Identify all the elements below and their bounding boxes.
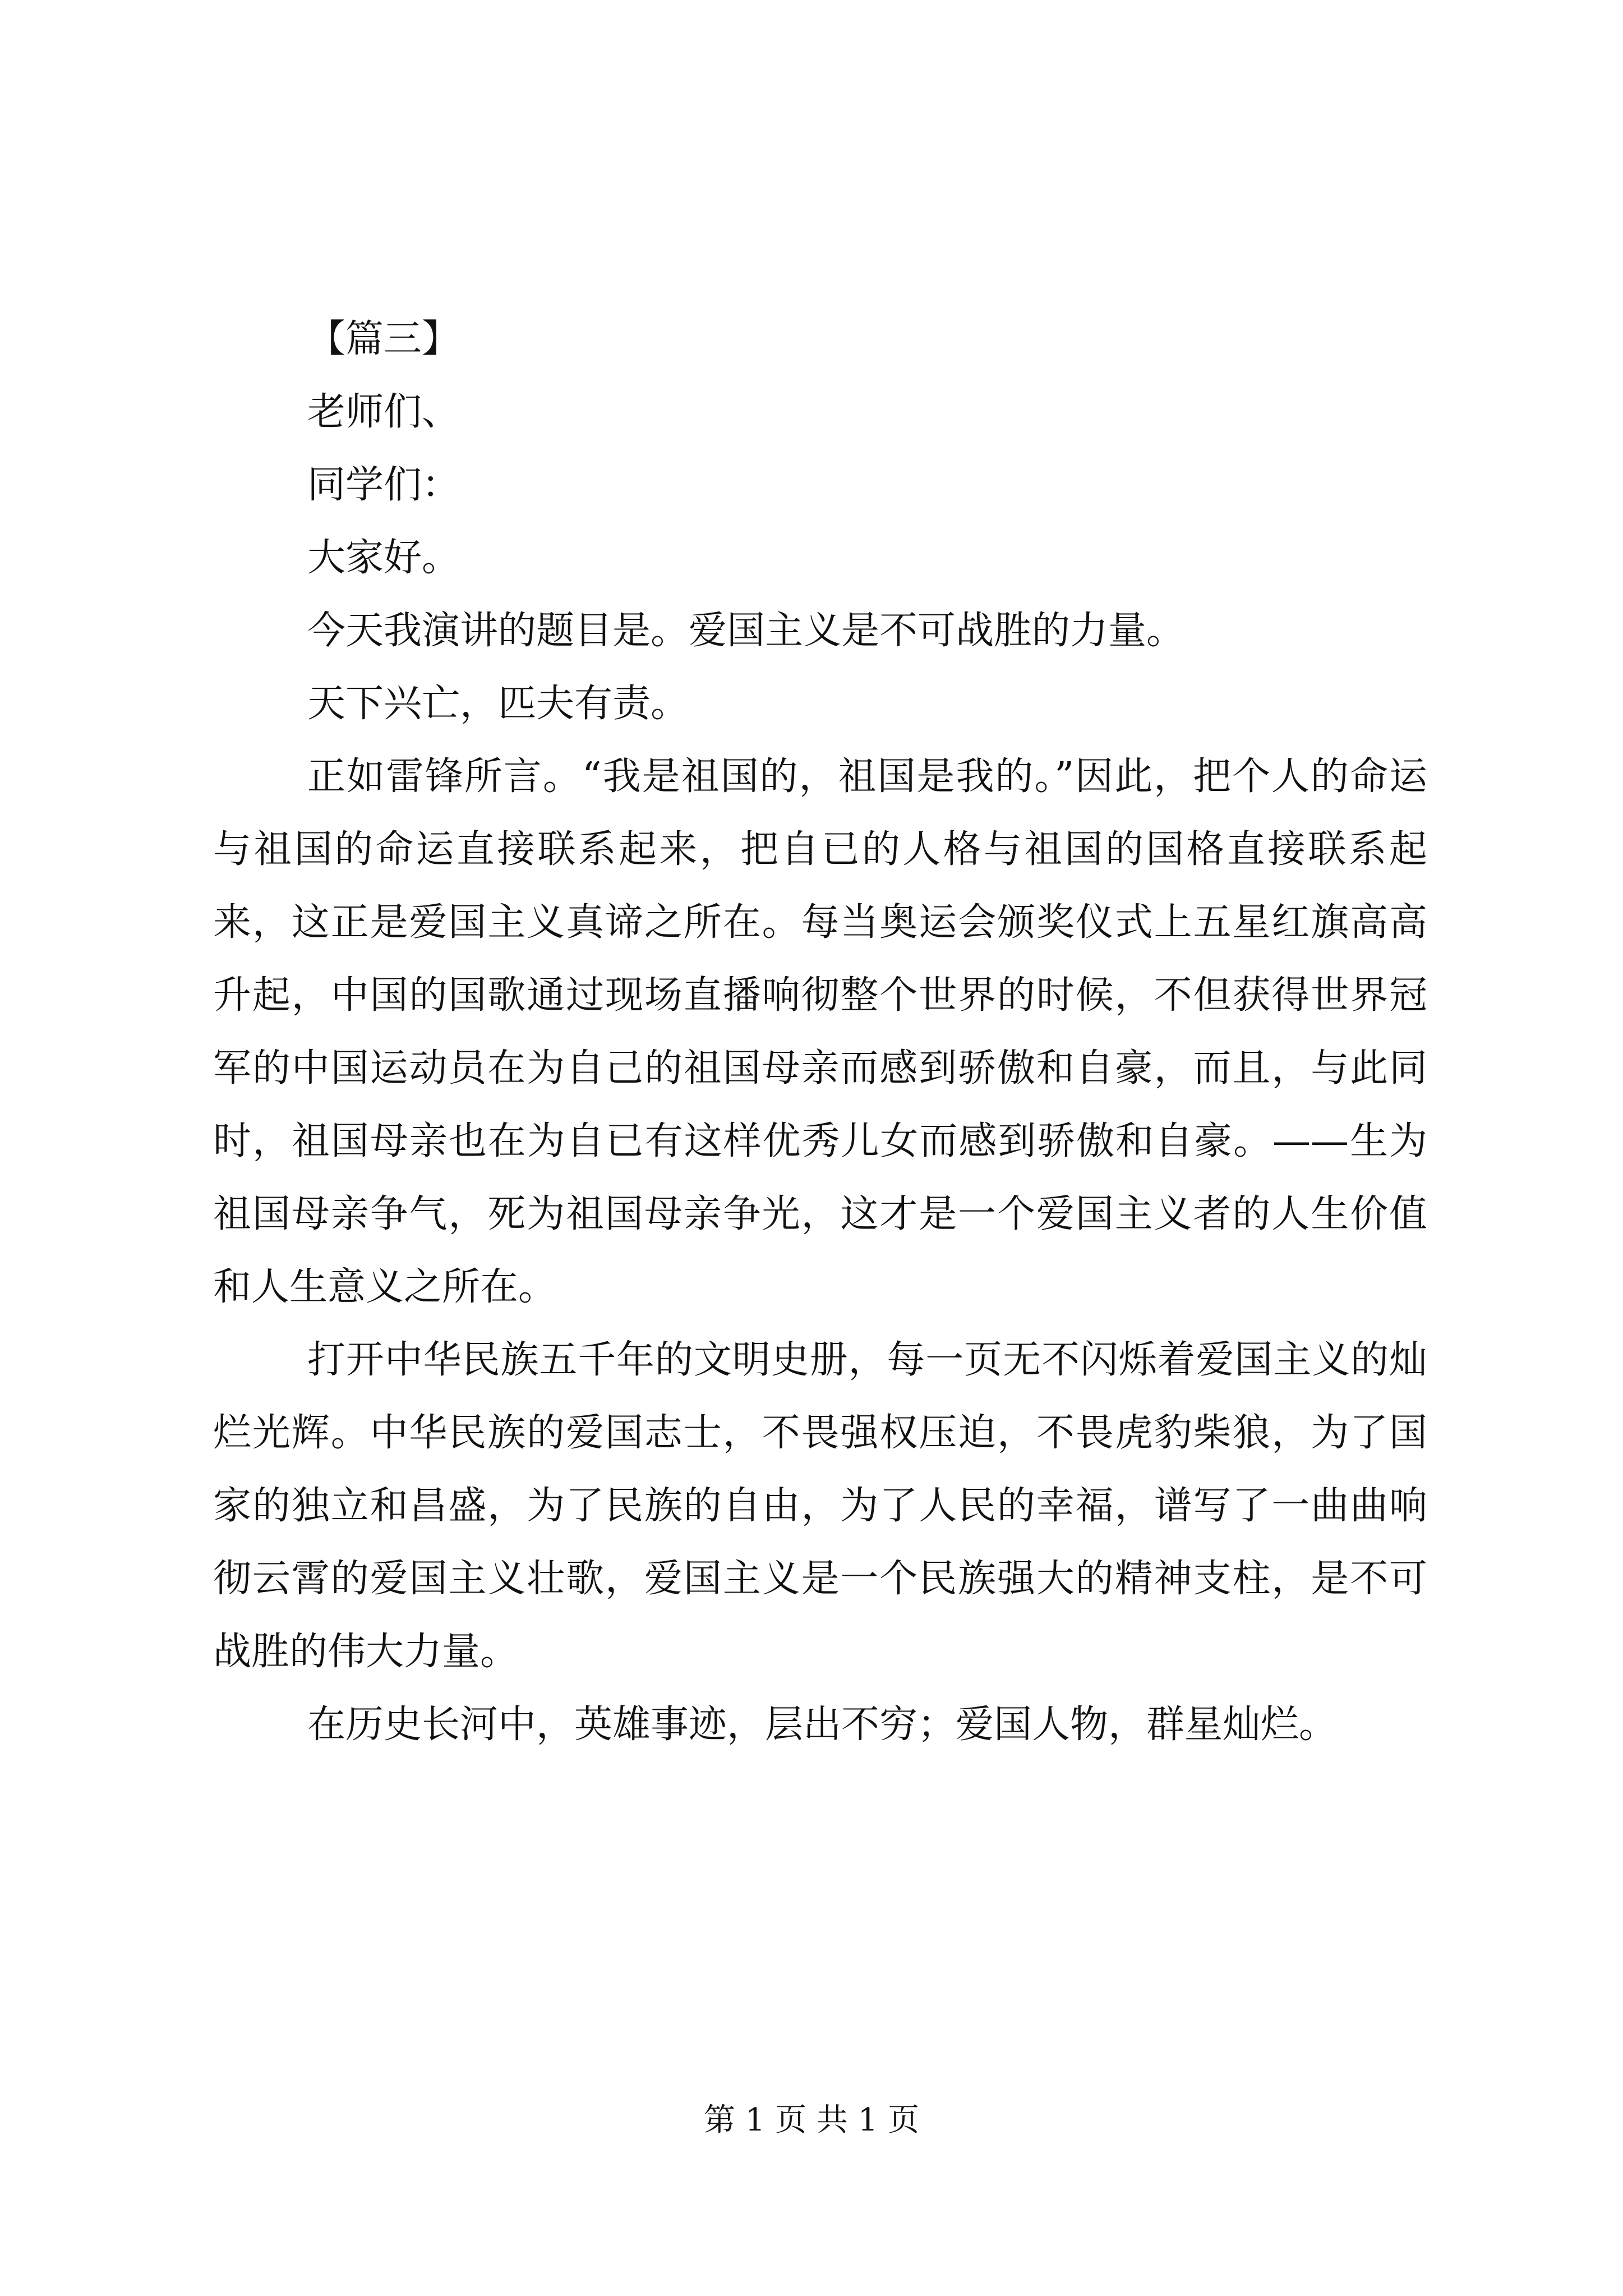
- proverb: 天下兴亡，匹夫有责。: [307, 682, 689, 726]
- paragraph-1: 正如雷锋所言。“我是祖国的，祖国是我的。”因此，把个人的命运与祖国的命运直接联系起来，把自已的人格与祖国的国格直接联系起来，这正是爱国主义真谛之所在。每当奥运会颁奖仪式上五星红旗高高升起，中国的国歌通过现场直播响彻整个世界的时候，不但获得世界冠军的中国运动员在为自己的祖国母亲而感到骄傲和自豪，而且，与此同时，祖国母亲也在为自已有这样优秀儿女而感到骄傲和自豪。——生为祖国母亲争气，死为祖国母亲争光，这才是一个爱国主义者的人生价值和人生意义之所在。: [213, 754, 1427, 1309]
- salutation-teachers: 老师们、: [307, 390, 460, 434]
- paragraph-2: 打开中华民族五千年的文明史册，每一页无不闪烁着爱国主义的灿烂光辉。中华民族的爱国志士，不畏强权压迫，不畏虎豹柴狼，为了国家的独立和昌盛，为了民族的自由，为了人民的幸福，谱写了一曲曲响彻云霄的爱国主义壮歌，爱国主义是一个民族强大的精神支柱，是不可战胜的伟大力量。: [213, 1338, 1427, 1674]
- page-footer: 第 1 页 共 1 页: [703, 2102, 920, 2138]
- section-heading: 【篇三】: [307, 317, 460, 361]
- document-body: [213, 303, 1427, 1761]
- topic-line: 今天我演讲的题目是。爱国主义是不可战胜的力量。: [307, 609, 1185, 653]
- salutation-students: 同学们：: [307, 463, 460, 507]
- paragraph-3: 在历史长河中，英雄事迹，层出不穷；爱国人物，群星灿烂。: [307, 1703, 1338, 1747]
- greeting: 大家好。: [307, 536, 460, 580]
